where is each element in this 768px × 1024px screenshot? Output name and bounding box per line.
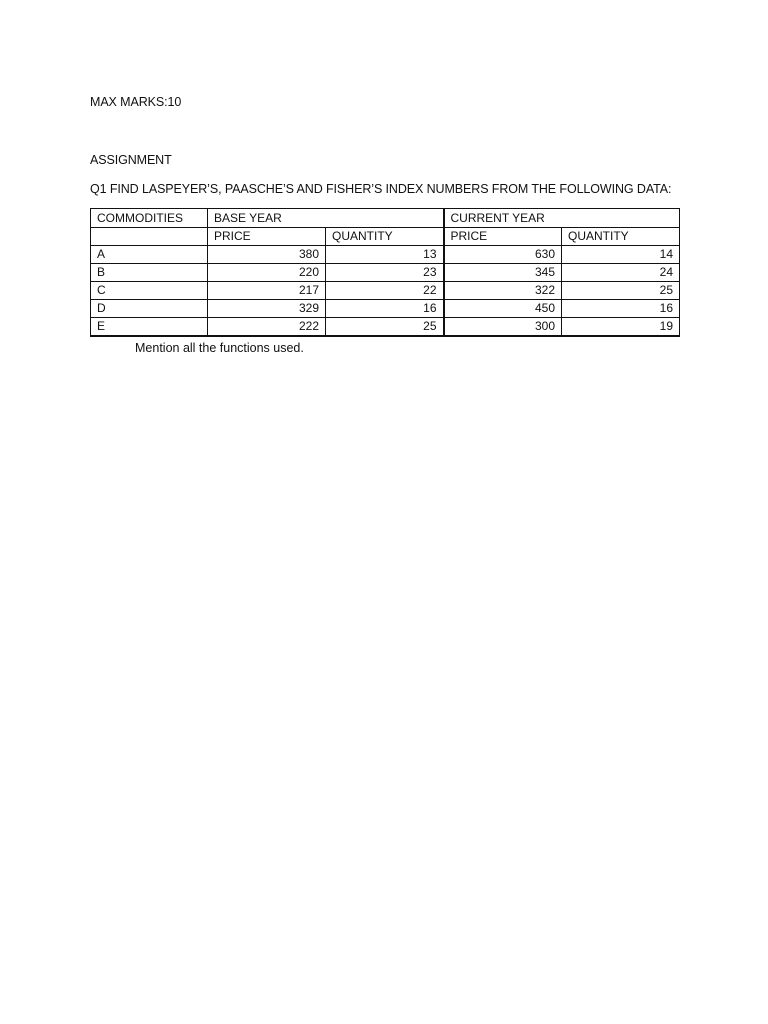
current-quantity-header: QUANTITY (562, 228, 680, 246)
current-quantity-cell: 16 (562, 300, 680, 318)
commodity-cell: C (91, 282, 208, 300)
current-quantity-cell: 25 (562, 282, 680, 300)
commodity-cell: A (91, 246, 208, 264)
base-price-cell: 220 (208, 264, 326, 282)
base-price-cell: 380 (208, 246, 326, 264)
base-quantity-header: QUANTITY (326, 228, 444, 246)
current-price-cell: 322 (444, 282, 562, 300)
current-price-cell: 345 (444, 264, 562, 282)
table-row (91, 264, 680, 282)
index-data-table (90, 208, 680, 337)
commodity-cell: D (91, 300, 208, 318)
current-quantity-cell: 14 (562, 246, 680, 264)
empty-cell (91, 228, 208, 246)
base-year-header: BASE YEAR (208, 209, 444, 228)
base-quantity-cell: 22 (326, 282, 444, 300)
base-quantity-cell: 25 (326, 318, 444, 337)
current-price-cell: 630 (444, 246, 562, 264)
table-row (91, 318, 680, 337)
table-group-header-row (91, 209, 680, 228)
base-price-cell: 222 (208, 318, 326, 337)
current-quantity-cell: 24 (562, 264, 680, 282)
base-quantity-cell: 16 (326, 300, 444, 318)
current-quantity-cell: 19 (562, 318, 680, 337)
assignment-title: ASSIGNMENT (90, 153, 172, 167)
current-year-header: CURRENT YEAR (444, 209, 680, 228)
instruction-note: Mention all the functions used. (135, 341, 304, 355)
base-quantity-cell: 13 (326, 246, 444, 264)
table-subheader-row (91, 228, 680, 246)
base-quantity-cell: 23 (326, 264, 444, 282)
table-row (91, 300, 680, 318)
current-price-cell: 450 (444, 300, 562, 318)
max-marks-label: MAX MARKS:10 (90, 95, 182, 109)
commodity-cell: B (91, 264, 208, 282)
base-price-header: PRICE (208, 228, 326, 246)
table-row (91, 282, 680, 300)
question-text: Q1 FIND LASPEYER’S, PAASCHE’S AND FISHER’S INDEX NUMBERS FROM THE FOLLOWING DATA: (90, 182, 672, 196)
base-price-cell: 217 (208, 282, 326, 300)
current-price-cell: 300 (444, 318, 562, 337)
base-price-cell: 329 (208, 300, 326, 318)
commodity-cell: E (91, 318, 208, 337)
current-price-header: PRICE (444, 228, 562, 246)
commodities-header: COMMODITIES (91, 209, 208, 228)
table-row (91, 246, 680, 264)
